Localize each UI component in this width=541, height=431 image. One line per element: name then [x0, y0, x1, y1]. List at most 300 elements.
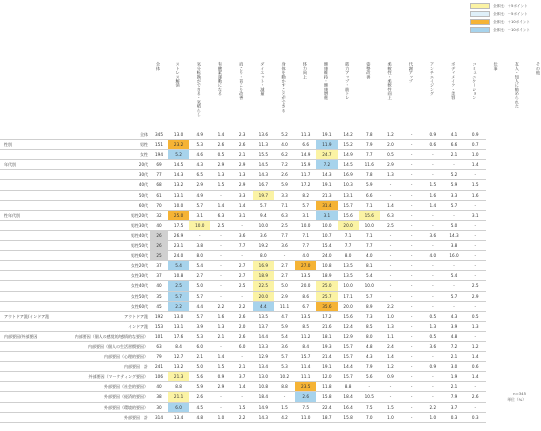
value-cell: 0.9	[422, 362, 443, 372]
value-cell: 1.6	[465, 190, 486, 200]
value-cell: 7.7	[359, 150, 380, 160]
value-cell: 16.9	[253, 261, 274, 271]
row-base-count: 68	[150, 180, 168, 190]
value-cell: -	[401, 321, 422, 331]
value-cell: 8.5	[359, 321, 380, 331]
row-label: 外部要因（経済的要因）	[62, 392, 150, 402]
value-cell: 2.1	[210, 331, 231, 341]
value-cell: 5.7	[274, 352, 295, 362]
row-label: 20代	[62, 160, 150, 170]
value-cell: 13.5	[338, 271, 359, 281]
row-base-count: 26	[150, 230, 168, 240]
value-cell: 5.6	[189, 372, 210, 382]
row-base-count: 345	[150, 130, 168, 140]
value-cell: 7.9	[443, 392, 464, 402]
value-cell: 2.1	[443, 352, 464, 362]
value-cell: 2.1	[232, 362, 253, 372]
value-cell: -	[401, 150, 422, 160]
row-label: 内部要因（個人の感覚的/感情的な要因）	[62, 331, 150, 341]
row-group-label	[0, 230, 62, 240]
value-cell: -	[401, 200, 422, 210]
row-label: 外部要因 計	[62, 412, 150, 422]
value-cell: 35.6	[316, 301, 337, 311]
value-cell: -	[401, 362, 422, 372]
row-group-label	[0, 301, 62, 311]
value-cell: 21.1	[168, 392, 189, 402]
value-cell: 19.7	[253, 190, 274, 200]
value-cell: -	[210, 230, 231, 240]
legend-label: 全体比：＋5ポイント	[493, 3, 528, 8]
row-label: 外部要因（マーケティング要因）	[62, 372, 150, 382]
value-cell: -	[443, 281, 464, 291]
row-base-count: 61	[150, 190, 168, 200]
table-row	[0, 261, 486, 271]
row-label: 男性50代	[62, 241, 150, 251]
table-row	[0, 200, 486, 210]
value-cell: -	[401, 291, 422, 301]
column-header: 仕事	[493, 62, 499, 71]
value-cell: 2.7	[232, 261, 253, 271]
value-cell: 7.1	[338, 230, 359, 240]
table-row	[0, 352, 486, 362]
value-cell: 2.6	[232, 140, 253, 150]
row-group-label: 内部要因/外部要因	[0, 331, 62, 341]
value-cell: 6.3	[210, 210, 231, 220]
column-header: 有酸素運動になる	[218, 62, 223, 96]
value-cell: -	[422, 170, 443, 180]
value-cell: 4.9	[189, 130, 210, 140]
value-cell: 14.4	[253, 331, 274, 341]
unit-label: 単位（%）	[507, 397, 526, 402]
value-cell: 18.1	[316, 331, 337, 341]
row-group-label	[0, 372, 62, 382]
value-cell: 13.0	[168, 130, 189, 140]
value-cell: 5.7	[189, 311, 210, 321]
value-cell: 5.9	[443, 180, 464, 190]
value-cell: 4.0	[295, 251, 316, 261]
value-cell: 23.5	[295, 382, 316, 392]
value-cell: 4.4	[253, 301, 274, 311]
value-cell: -	[380, 392, 401, 402]
value-cell: 1.3	[210, 170, 231, 180]
value-cell: 2.7	[274, 261, 295, 271]
value-cell: 15.5	[253, 150, 274, 160]
row-group-label	[0, 150, 62, 160]
value-cell: 12.4	[338, 321, 359, 331]
value-cell: 3.8	[443, 241, 464, 251]
value-cell: 20.0	[295, 281, 316, 291]
value-cell: -	[380, 261, 401, 271]
value-cell: 11.0	[295, 412, 316, 422]
row-group-label	[0, 190, 62, 200]
value-cell: 5.0	[443, 220, 464, 230]
value-cell: 6.2	[274, 150, 295, 160]
value-cell: 2.9	[232, 160, 253, 170]
value-cell: 0.6	[465, 362, 486, 372]
value-cell: 1.5	[210, 180, 231, 190]
row-group-label	[0, 281, 62, 291]
value-cell: -	[401, 130, 422, 140]
value-cell: 5.4	[274, 331, 295, 341]
value-cell: 3.7	[232, 372, 253, 382]
value-cell: 4.7	[274, 311, 295, 321]
value-cell: 1.1	[380, 331, 401, 341]
table-row	[0, 140, 486, 150]
value-cell: 2.9	[380, 160, 401, 170]
row-group-label	[0, 261, 62, 271]
value-cell: 5.0	[189, 281, 210, 291]
value-cell: 1.3	[380, 170, 401, 180]
value-cell: 16.4	[338, 402, 359, 412]
value-cell: 31.4	[316, 200, 337, 210]
value-cell: 7.1	[359, 230, 380, 240]
value-cell: 7.7	[338, 241, 359, 251]
value-cell: 2.4	[380, 341, 401, 351]
value-cell: 2.6	[465, 392, 486, 402]
value-cell: 27.0	[295, 261, 316, 271]
value-cell: 5.6	[359, 372, 380, 382]
row-group-label	[0, 352, 62, 362]
value-cell: -	[274, 392, 295, 402]
value-cell: 20.0	[338, 220, 359, 230]
value-cell: -	[380, 382, 401, 392]
value-cell: 19.3	[316, 341, 337, 351]
row-base-count: 38	[150, 392, 168, 402]
value-cell: 15.2	[338, 140, 359, 150]
value-cell: -	[401, 382, 422, 392]
legend-swatch	[470, 3, 490, 9]
value-cell: 3.7	[443, 402, 464, 412]
value-cell: 5.9	[274, 180, 295, 190]
value-cell: -	[380, 281, 401, 291]
value-cell: 18.7	[316, 412, 337, 422]
value-cell: -	[422, 160, 443, 170]
value-cell: 15.7	[338, 341, 359, 351]
table-row	[0, 362, 486, 372]
value-cell: 2.6	[295, 392, 316, 402]
value-cell: 8.5	[295, 321, 316, 331]
value-cell: 7.7	[232, 241, 253, 251]
value-cell: 20.0	[253, 291, 274, 301]
value-cell: 0.9	[465, 130, 486, 140]
row-group-label: 性別	[0, 140, 62, 150]
value-cell: -	[232, 220, 253, 230]
value-cell: 1.2	[465, 341, 486, 351]
value-cell: 5.7	[189, 291, 210, 301]
value-cell: 19.1	[316, 130, 337, 140]
value-cell: 5.3	[189, 331, 210, 341]
legend-swatch	[470, 19, 490, 25]
value-cell: 14.5	[253, 160, 274, 170]
row-label: 内部要因（心理的要因）	[62, 352, 150, 362]
value-cell: 22.5	[253, 281, 274, 291]
value-cell: 1.6	[422, 190, 443, 200]
value-cell: -	[422, 301, 443, 311]
value-cell: 10.0	[168, 200, 189, 210]
row-base-count: 241	[150, 362, 168, 372]
value-cell: 10.0	[295, 220, 316, 230]
table-row	[0, 372, 486, 382]
value-cell: 7.9	[359, 362, 380, 372]
value-cell: 9.4	[253, 210, 274, 220]
value-cell: -	[401, 230, 422, 240]
value-cell: 8.0	[338, 251, 359, 261]
value-cell: 2.1	[443, 382, 464, 392]
value-cell: 15.6	[359, 210, 380, 220]
row-group-label	[0, 241, 62, 251]
value-cell: 2.2	[232, 301, 253, 311]
value-cell: -	[210, 271, 231, 281]
value-cell: 11.1	[295, 372, 316, 382]
value-cell: -	[401, 392, 422, 402]
value-cell: 18.4	[253, 392, 274, 402]
value-cell: 26.9	[168, 230, 189, 240]
value-cell: 1.3	[210, 321, 231, 331]
value-cell: 21.3	[168, 372, 189, 382]
value-cell: 1.4	[210, 200, 231, 210]
value-cell: 6.3	[274, 210, 295, 220]
value-cell: -	[210, 291, 231, 301]
row-group-label	[0, 341, 62, 351]
value-cell: 2.5	[168, 281, 189, 291]
value-cell: -	[401, 261, 422, 271]
value-cell: 8.0	[189, 251, 210, 261]
value-cell: -	[422, 392, 443, 402]
value-cell: -	[210, 261, 231, 271]
value-cell: -	[210, 190, 231, 200]
value-cell: 23.1	[168, 241, 189, 251]
table-row	[0, 180, 486, 190]
value-cell: -	[401, 210, 422, 220]
value-cell: -	[422, 210, 443, 220]
value-cell: 7.8	[359, 130, 380, 140]
value-cell: 7.7	[274, 230, 295, 240]
value-cell: 11.3	[295, 130, 316, 140]
value-cell: 0.3	[443, 412, 464, 422]
value-cell: 11.9	[316, 140, 337, 150]
value-cell: 1.0	[465, 150, 486, 160]
value-cell: 5.4	[359, 271, 380, 281]
row-group-label	[0, 392, 62, 402]
value-cell: -	[189, 230, 210, 240]
row-base-count: 192	[150, 311, 168, 321]
row-label: 女性60代	[62, 301, 150, 311]
value-cell: -	[443, 261, 464, 271]
table-row	[0, 311, 486, 321]
value-cell: -	[232, 392, 253, 402]
value-cell: 24.0	[168, 251, 189, 261]
footer	[507, 391, 526, 403]
value-cell: 8.8	[338, 382, 359, 392]
value-cell: 1.4	[380, 200, 401, 210]
value-cell: 13.0	[253, 372, 274, 382]
value-cell: -	[465, 271, 486, 281]
value-cell: 17.2	[316, 311, 337, 321]
value-cell: -	[401, 352, 422, 362]
cross-tab-table	[0, 130, 486, 423]
value-cell: 6.0	[189, 341, 210, 351]
value-cell: 0.5	[422, 331, 443, 341]
row-label: 女性30代	[62, 271, 150, 281]
value-cell: 2.2	[232, 412, 253, 422]
value-cell: -	[401, 281, 422, 291]
value-cell: -	[443, 210, 464, 220]
value-cell: 2.0	[232, 321, 253, 331]
value-cell: 2.3	[232, 130, 253, 140]
value-cell: 19.1	[316, 180, 337, 190]
value-cell: 4.0	[422, 251, 443, 261]
table-row	[0, 150, 486, 160]
value-cell: -	[465, 402, 486, 412]
value-cell: 12.9	[338, 331, 359, 341]
value-cell: 4.1	[443, 130, 464, 140]
value-cell: 16.0	[443, 251, 464, 261]
value-cell: 12.0	[316, 372, 337, 382]
value-cell: -	[401, 170, 422, 180]
value-cell: 1.6	[210, 311, 231, 321]
value-cell: -	[422, 220, 443, 230]
value-cell: 3.9	[443, 321, 464, 331]
value-cell: 2.6	[189, 392, 210, 402]
column-header: 健康維持・健康増進	[324, 62, 329, 100]
value-cell: 0.9	[422, 130, 443, 140]
value-cell: 11.6	[359, 160, 380, 170]
value-cell: 10.2	[274, 372, 295, 382]
value-cell: 15.6	[338, 210, 359, 220]
value-cell: 1.5	[274, 402, 295, 412]
value-cell: 4.8	[359, 341, 380, 351]
value-cell: 5.7	[443, 200, 464, 210]
value-cell: 4.0	[359, 251, 380, 261]
value-cell: -	[380, 271, 401, 281]
row-base-count: 40	[150, 382, 168, 392]
value-cell: 2.9	[465, 291, 486, 301]
value-cell: 1.5	[210, 362, 231, 372]
value-cell: 2.2	[380, 301, 401, 311]
value-cell: -	[465, 200, 486, 210]
value-cell: 19.1	[316, 362, 337, 372]
value-cell: 14.3	[253, 412, 274, 422]
table-row	[0, 210, 486, 220]
value-cell: -	[401, 220, 422, 230]
column-header: 柔軟性・柔軟性向上	[387, 62, 393, 100]
value-cell: 4.3	[443, 311, 464, 321]
value-cell: 4.4	[189, 301, 210, 311]
value-cell: 7.3	[359, 311, 380, 321]
value-cell: 4.6	[189, 150, 210, 160]
value-cell: 6.3	[380, 210, 401, 220]
value-cell: 14.3	[253, 170, 274, 180]
value-cell: 3.6	[253, 230, 274, 240]
value-cell: 19.2	[253, 241, 274, 251]
column-header: ダイエット・減量	[260, 62, 266, 96]
value-cell: 8.1	[359, 261, 380, 271]
value-cell: -	[465, 170, 486, 180]
value-cell: 25.7	[316, 291, 337, 301]
value-cell: 3.1	[295, 210, 316, 220]
row-group-label	[0, 271, 62, 281]
table-row	[0, 160, 486, 170]
value-cell: -	[465, 261, 486, 271]
value-cell: 13.1	[338, 190, 359, 200]
value-cell: -	[465, 382, 486, 392]
row-base-count: 32	[150, 210, 168, 220]
value-cell: 6.5	[189, 170, 210, 180]
value-cell: 7.0	[359, 412, 380, 422]
value-cell: 0.5	[465, 311, 486, 321]
value-cell: 4.3	[189, 160, 210, 170]
value-cell: 10.8	[168, 271, 189, 281]
legend-swatch	[470, 11, 490, 17]
row-base-count: 79	[150, 352, 168, 362]
value-cell: 1.5	[465, 180, 486, 190]
value-cell: 7.7	[359, 241, 380, 251]
value-cell: -	[401, 160, 422, 170]
value-cell: -	[232, 291, 253, 301]
value-cell: 15.4	[316, 241, 337, 251]
legend-item	[470, 2, 530, 10]
value-cell: 15.6	[338, 311, 359, 321]
row-group-label	[0, 362, 62, 372]
value-cell: 6.0	[168, 402, 189, 412]
value-cell: 10.0	[359, 281, 380, 291]
value-cell: 8.0	[253, 251, 274, 261]
value-cell: 15.9	[295, 160, 316, 170]
value-cell: -	[422, 241, 443, 251]
value-cell: 21.4	[316, 352, 337, 362]
row-group-label	[0, 321, 62, 331]
value-cell: -	[210, 241, 231, 251]
value-cell: 6.7	[295, 301, 316, 311]
value-cell: -	[380, 190, 401, 200]
value-cell: 5.9	[274, 321, 295, 331]
value-cell: 7.2	[443, 341, 464, 351]
value-cell: 11.4	[295, 362, 316, 372]
value-cell: 4.0	[274, 140, 295, 150]
value-cell: 5.2	[443, 170, 464, 180]
value-cell: -	[274, 251, 295, 261]
value-cell: 5.7	[295, 200, 316, 210]
table-row	[0, 281, 486, 291]
value-cell: 2.5	[380, 220, 401, 230]
value-cell: 3.6	[422, 341, 443, 351]
table-row	[0, 190, 486, 200]
column-header: 友人・知人に勧められた	[514, 62, 520, 109]
value-cell: 10.5	[359, 392, 380, 402]
table-row	[0, 220, 486, 230]
value-cell: 2.5	[232, 281, 253, 291]
value-cell: 13.5	[295, 271, 316, 281]
value-cell: 18.4	[338, 392, 359, 402]
value-cell: 2.9	[232, 180, 253, 190]
value-cell: 11.7	[295, 170, 316, 180]
table-row	[0, 402, 486, 412]
value-cell: 7.5	[295, 402, 316, 412]
value-cell: 24.0	[316, 251, 337, 261]
value-cell: 25.0	[316, 281, 337, 291]
value-cell: 2.1	[232, 150, 253, 160]
value-cell: 11.8	[316, 382, 337, 392]
row-base-count: 40	[150, 220, 168, 230]
value-cell: 15.8	[338, 412, 359, 422]
row-base-count: 106	[150, 372, 168, 382]
row-group-label: 性年代別	[0, 210, 62, 220]
row-group-label: アウトドア派/インドア派	[0, 311, 62, 321]
value-cell: 16.7	[253, 180, 274, 190]
value-cell: 18.9	[316, 271, 337, 281]
table-row	[0, 412, 486, 422]
value-cell: -	[401, 241, 422, 251]
